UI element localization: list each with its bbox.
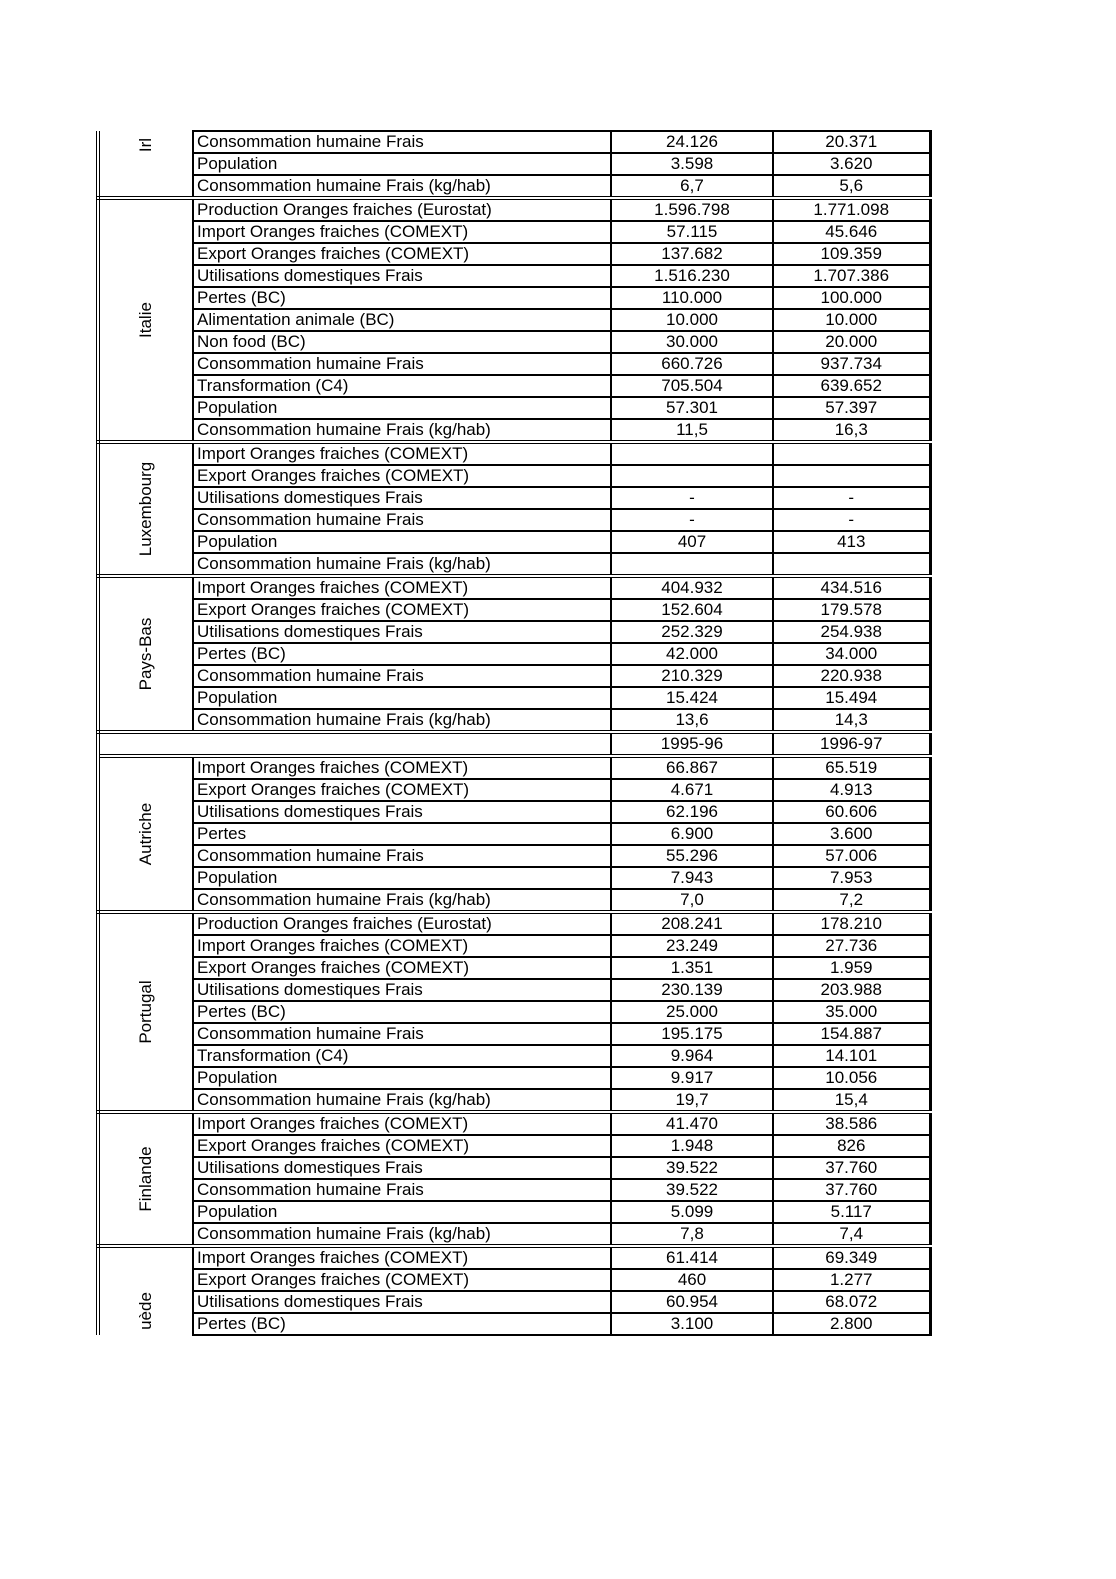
row-label: Import Oranges fraiches (COMEXT) — [193, 935, 611, 957]
value-1995-96: 705.504 — [611, 375, 773, 397]
table-row — [98, 153, 930, 175]
table-row — [98, 221, 930, 243]
row-label: Pertes (BC) — [193, 643, 611, 665]
value-1995-96: 230.139 — [611, 979, 773, 1001]
table-row — [98, 265, 930, 287]
table-row — [98, 823, 930, 845]
value-1995-96: 25.000 — [611, 1001, 773, 1023]
value-1996-97 — [773, 553, 930, 576]
table-row — [98, 175, 930, 198]
value-1996-97: 179.578 — [773, 599, 930, 621]
country-cell-finlande — [98, 1112, 193, 1246]
value-1995-96: 23.249 — [611, 935, 773, 957]
table-row — [98, 287, 930, 309]
country-label: Irl — [136, 137, 155, 153]
row-label: Consommation humaine Frais (kg/hab) — [193, 175, 611, 198]
value-1996-97: 203.988 — [773, 979, 930, 1001]
table-row — [98, 1179, 930, 1201]
period-header-blank — [98, 732, 611, 756]
row-label: Production Oranges fraiches (Eurostat) — [193, 912, 611, 935]
value-1995-96: 9.917 — [611, 1067, 773, 1089]
table-row — [98, 375, 930, 397]
country-label: uède — [136, 1292, 155, 1330]
row-label: Consommation humaine Frais — [193, 845, 611, 867]
value-1995-96: 110.000 — [611, 287, 773, 309]
row-label: Alimentation animale (BC) — [193, 309, 611, 331]
value-1995-96: 3.598 — [611, 153, 773, 175]
row-label: Consommation humaine Frais — [193, 509, 611, 531]
value-1995-96: 195.175 — [611, 1023, 773, 1045]
row-label: Non food (BC) — [193, 331, 611, 353]
value-1995-96: - — [611, 509, 773, 531]
row-label: Pertes (BC) — [193, 1313, 611, 1335]
value-1996-97: 20.371 — [773, 131, 930, 153]
country-label: Autriche — [136, 802, 155, 866]
value-1996-97: 65.519 — [773, 756, 930, 779]
row-label: Utilisations domestiques Frais — [193, 1291, 611, 1313]
value-1995-96: 10.000 — [611, 309, 773, 331]
table-row — [98, 553, 930, 576]
value-1995-96: 6.900 — [611, 823, 773, 845]
country-label: Pays-Bas — [136, 617, 155, 691]
value-1995-96 — [611, 553, 773, 576]
table-row — [98, 889, 930, 912]
value-1995-96: 7.943 — [611, 867, 773, 889]
row-label: Pertes — [193, 823, 611, 845]
value-1995-96: 30.000 — [611, 331, 773, 353]
value-1996-97: 35.000 — [773, 1001, 930, 1023]
table-row — [98, 801, 930, 823]
table-row — [98, 576, 930, 599]
value-1996-97: 15,4 — [773, 1089, 930, 1112]
table-row — [98, 1246, 930, 1269]
value-1996-97: 27.736 — [773, 935, 930, 957]
value-1996-97: 10.056 — [773, 1067, 930, 1089]
table-row — [98, 1223, 930, 1246]
oranges-balance-table — [96, 130, 932, 1336]
row-label: Population — [193, 531, 611, 553]
value-1996-97: 69.349 — [773, 1246, 930, 1269]
value-1996-97: 38.586 — [773, 1112, 930, 1135]
value-1995-96: 62.196 — [611, 801, 773, 823]
table-row — [98, 1157, 930, 1179]
value-1995-96: 39.522 — [611, 1179, 773, 1201]
value-1995-96: 660.726 — [611, 353, 773, 375]
value-1996-97: 178.210 — [773, 912, 930, 935]
value-1995-96: 11,5 — [611, 419, 773, 442]
value-1996-97: 57.006 — [773, 845, 930, 867]
country-label: Portugal — [136, 980, 155, 1044]
table-row — [98, 131, 930, 153]
country-cell-italie — [98, 198, 193, 442]
table-row — [98, 1313, 930, 1335]
value-1996-97: 20.000 — [773, 331, 930, 353]
table-row — [98, 442, 930, 465]
row-label: Import Oranges fraiches (COMEXT) — [193, 221, 611, 243]
value-1996-97: 220.938 — [773, 665, 930, 687]
data-sheet — [96, 130, 932, 1336]
value-1995-96: 1.351 — [611, 957, 773, 979]
table-row — [98, 912, 930, 935]
value-1996-97: 1.771.098 — [773, 198, 930, 221]
value-1996-97: 3.620 — [773, 153, 930, 175]
table-row — [98, 935, 930, 957]
country-cell-autriche — [98, 756, 193, 912]
row-label: Consommation humaine Frais — [193, 353, 611, 375]
country-label: Luxembourg — [136, 461, 155, 557]
value-1996-97: 37.760 — [773, 1157, 930, 1179]
row-label: Population — [193, 1067, 611, 1089]
row-label: Pertes (BC) — [193, 1001, 611, 1023]
row-label: Export Oranges fraiches (COMEXT) — [193, 243, 611, 265]
table-row — [98, 198, 930, 221]
value-1996-97: 37.760 — [773, 1179, 930, 1201]
table-row — [98, 867, 930, 889]
value-1995-96: 5.099 — [611, 1201, 773, 1223]
period-1995-96: 1995-96 — [611, 732, 773, 756]
table-row — [98, 845, 930, 867]
value-1995-96: 1.948 — [611, 1135, 773, 1157]
value-1996-97: 7.953 — [773, 867, 930, 889]
row-label: Pertes (BC) — [193, 287, 611, 309]
value-1995-96 — [611, 442, 773, 465]
value-1996-97: 154.887 — [773, 1023, 930, 1045]
value-1996-97: 100.000 — [773, 287, 930, 309]
row-label: Utilisations domestiques Frais — [193, 265, 611, 287]
row-label: Transformation (C4) — [193, 375, 611, 397]
table-row — [98, 621, 930, 643]
row-label: Import Oranges fraiches (COMEXT) — [193, 576, 611, 599]
table-row — [98, 709, 930, 732]
row-label: Import Oranges fraiches (COMEXT) — [193, 442, 611, 465]
value-1996-97: 60.606 — [773, 801, 930, 823]
value-1996-97 — [773, 442, 930, 465]
value-1996-97: - — [773, 509, 930, 531]
row-label: Consommation humaine Frais — [193, 665, 611, 687]
value-1995-96: 208.241 — [611, 912, 773, 935]
value-1995-96: 210.329 — [611, 665, 773, 687]
row-label: Population — [193, 687, 611, 709]
value-1995-96: 15.424 — [611, 687, 773, 709]
row-label: Export Oranges fraiches (COMEXT) — [193, 957, 611, 979]
value-1995-96: 19,7 — [611, 1089, 773, 1112]
table-row — [98, 243, 930, 265]
country-cell-portugal — [98, 912, 193, 1112]
value-1996-97: 45.646 — [773, 221, 930, 243]
row-label: Population — [193, 1201, 611, 1223]
row-label: Production Oranges fraiches (Eurostat) — [193, 198, 611, 221]
value-1996-97: 434.516 — [773, 576, 930, 599]
row-label: Consommation humaine Frais — [193, 131, 611, 153]
value-1995-96: 41.470 — [611, 1112, 773, 1135]
table-row — [98, 665, 930, 687]
country-cell-pays-bas — [98, 576, 193, 732]
row-label: Consommation humaine Frais (kg/hab) — [193, 553, 611, 576]
row-label: Consommation humaine Frais — [193, 1023, 611, 1045]
value-1996-97: 10.000 — [773, 309, 930, 331]
table-row — [98, 1001, 930, 1023]
table-row — [98, 465, 930, 487]
table-row — [98, 531, 930, 553]
row-label: Consommation humaine Frais — [193, 1179, 611, 1201]
row-label: Export Oranges fraiches (COMEXT) — [193, 1135, 611, 1157]
value-1996-97: 413 — [773, 531, 930, 553]
value-1995-96: 6,7 — [611, 175, 773, 198]
row-label: Consommation humaine Frais (kg/hab) — [193, 419, 611, 442]
value-1995-96: 137.682 — [611, 243, 773, 265]
value-1996-97: 1.959 — [773, 957, 930, 979]
value-1995-96: 1.516.230 — [611, 265, 773, 287]
row-label: Export Oranges fraiches (COMEXT) — [193, 465, 611, 487]
row-label: Export Oranges fraiches (COMEXT) — [193, 599, 611, 621]
value-1996-97: 937.734 — [773, 353, 930, 375]
row-label: Population — [193, 153, 611, 175]
row-label: Population — [193, 397, 611, 419]
table-row — [98, 779, 930, 801]
row-label: Consommation humaine Frais (kg/hab) — [193, 889, 611, 912]
table-row — [98, 1291, 930, 1313]
value-1995-96: 60.954 — [611, 1291, 773, 1313]
row-label: Utilisations domestiques Frais — [193, 487, 611, 509]
value-1995-96: 9.964 — [611, 1045, 773, 1067]
value-1996-97: 639.652 — [773, 375, 930, 397]
table-row — [98, 1023, 930, 1045]
table-row — [98, 419, 930, 442]
row-label: Export Oranges fraiches (COMEXT) — [193, 1269, 611, 1291]
value-1995-96: 404.932 — [611, 576, 773, 599]
row-label: Export Oranges fraiches (COMEXT) — [193, 779, 611, 801]
table-row — [98, 957, 930, 979]
table-row — [98, 1135, 930, 1157]
value-1996-97: 4.913 — [773, 779, 930, 801]
period-1996-97: 1996-97 — [773, 732, 930, 756]
row-label: Utilisations domestiques Frais — [193, 801, 611, 823]
value-1995-96: 7,0 — [611, 889, 773, 912]
table-row — [98, 643, 930, 665]
value-1996-97: 57.397 — [773, 397, 930, 419]
table-row — [98, 687, 930, 709]
value-1996-97: 5.117 — [773, 1201, 930, 1223]
row-label: Utilisations domestiques Frais — [193, 1157, 611, 1179]
period-header-row — [98, 732, 930, 756]
value-1995-96: - — [611, 487, 773, 509]
country-cell-uede — [98, 1246, 193, 1335]
value-1995-96 — [611, 465, 773, 487]
row-label: Utilisations domestiques Frais — [193, 979, 611, 1001]
value-1996-97: - — [773, 487, 930, 509]
table-row — [98, 1045, 930, 1067]
table-row — [98, 1112, 930, 1135]
value-1995-96: 4.671 — [611, 779, 773, 801]
value-1995-96: 61.414 — [611, 1246, 773, 1269]
value-1996-97: 3.600 — [773, 823, 930, 845]
value-1995-96: 460 — [611, 1269, 773, 1291]
value-1995-96: 252.329 — [611, 621, 773, 643]
row-label: Transformation (C4) — [193, 1045, 611, 1067]
value-1996-97: 1.707.386 — [773, 265, 930, 287]
value-1995-96: 55.296 — [611, 845, 773, 867]
value-1996-97: 2.800 — [773, 1313, 930, 1335]
country-cell-irl — [98, 131, 193, 198]
row-label: Utilisations domestiques Frais — [193, 621, 611, 643]
value-1996-97: 34.000 — [773, 643, 930, 665]
value-1995-96: 152.604 — [611, 599, 773, 621]
row-label: Population — [193, 867, 611, 889]
row-label: Import Oranges fraiches (COMEXT) — [193, 756, 611, 779]
row-label: Import Oranges fraiches (COMEXT) — [193, 1112, 611, 1135]
table-row — [98, 487, 930, 509]
value-1996-97: 7,2 — [773, 889, 930, 912]
value-1995-96: 57.301 — [611, 397, 773, 419]
table-row — [98, 599, 930, 621]
value-1996-97: 16,3 — [773, 419, 930, 442]
table-row — [98, 353, 930, 375]
value-1996-97: 254.938 — [773, 621, 930, 643]
table-row — [98, 331, 930, 353]
table-row — [98, 979, 930, 1001]
value-1995-96: 39.522 — [611, 1157, 773, 1179]
table-row — [98, 397, 930, 419]
table-row — [98, 1201, 930, 1223]
value-1995-96: 7,8 — [611, 1223, 773, 1246]
table-row — [98, 1067, 930, 1089]
value-1995-96: 42.000 — [611, 643, 773, 665]
value-1996-97: 5,6 — [773, 175, 930, 198]
table-row — [98, 309, 930, 331]
value-1996-97: 826 — [773, 1135, 930, 1157]
value-1996-97: 109.359 — [773, 243, 930, 265]
value-1996-97: 7,4 — [773, 1223, 930, 1246]
row-label: Consommation humaine Frais (kg/hab) — [193, 709, 611, 732]
value-1995-96: 407 — [611, 531, 773, 553]
row-label: Import Oranges fraiches (COMEXT) — [193, 1246, 611, 1269]
value-1995-96: 24.126 — [611, 131, 773, 153]
value-1995-96: 13,6 — [611, 709, 773, 732]
table-row — [98, 1269, 930, 1291]
value-1995-96: 3.100 — [611, 1313, 773, 1335]
table-row — [98, 509, 930, 531]
row-label: Consommation humaine Frais (kg/hab) — [193, 1089, 611, 1112]
table-row — [98, 756, 930, 779]
country-cell-luxembourg — [98, 442, 193, 576]
value-1996-97: 14.101 — [773, 1045, 930, 1067]
value-1996-97 — [773, 465, 930, 487]
value-1995-96: 66.867 — [611, 756, 773, 779]
country-label: Italie — [136, 302, 155, 338]
country-label: Finlande — [136, 1146, 155, 1212]
value-1995-96: 1.596.798 — [611, 198, 773, 221]
value-1996-97: 1.277 — [773, 1269, 930, 1291]
row-label: Consommation humaine Frais (kg/hab) — [193, 1223, 611, 1246]
value-1996-97: 14,3 — [773, 709, 930, 732]
value-1996-97: 15.494 — [773, 687, 930, 709]
table-row — [98, 1089, 930, 1112]
value-1996-97: 68.072 — [773, 1291, 930, 1313]
value-1995-96: 57.115 — [611, 221, 773, 243]
